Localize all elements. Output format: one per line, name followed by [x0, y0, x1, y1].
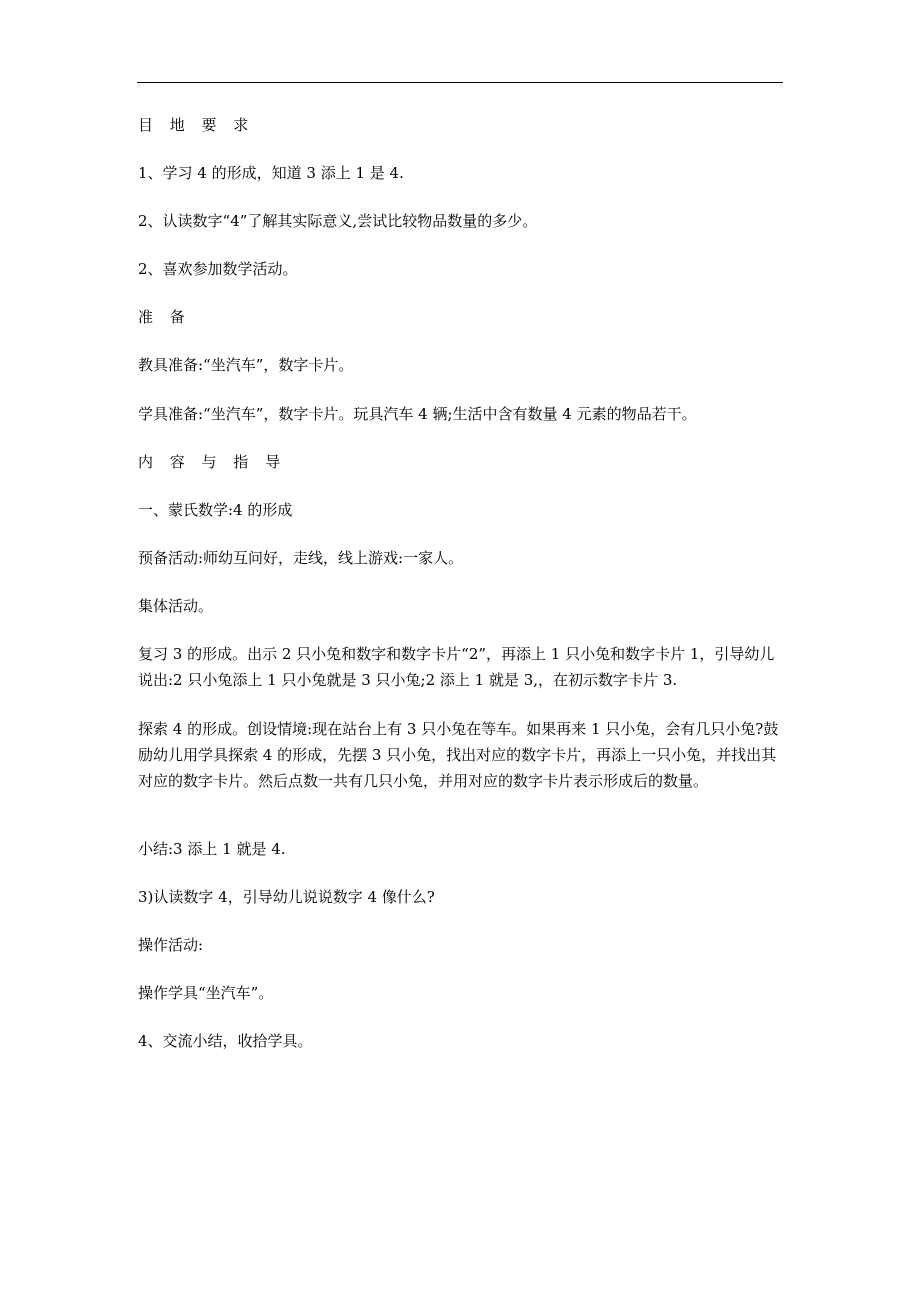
- paragraph: 探索 4 的形成。创设情境:现在站台上有 3 只小兔在等车。如果再来 1 只小兔，会有几只小兔?鼓励幼儿用学具探索 4 的形成，先摆 3 只小兔，找出对应的数字卡片，再添上一只小兔，并找出其对应的数字卡片。然后点数一共有几只小兔，并用对应的数字卡片表示形成后的数量。: [138, 720, 779, 790]
- paragraph: 集体活动。: [138, 597, 214, 615]
- paragraph: 3)认读数字 4，引导幼儿说说数字 4 像什么?: [138, 888, 435, 906]
- paragraph: 复习 3 的形成。出示 2 只小兔和数字和数字卡片“2”，再添上 1 只小兔和数字卡片 1，引导幼儿说出:2 只小兔添上 1 只小兔就是 3 只小兔;2 添上 1 就是 3,，在初示数字卡片 3.: [138, 645, 775, 689]
- paragraph: 操作学具“坐汽车”。: [138, 984, 274, 1002]
- paragraph: 4、交流小结，收拾学具。: [138, 1032, 313, 1050]
- paragraph: 1、学习 4 的形成，知道 3 添上 1 是 4.: [138, 164, 404, 182]
- paragraph: 教具准备:“坐汽车”，数字卡片。: [138, 356, 354, 374]
- paragraph: 2、认读数字“4”了解其实际意义,尝试比较物品数量的多少。: [138, 212, 538, 230]
- paragraph: 小结:3 添上 1 就是 4.: [138, 840, 286, 858]
- paragraph: 预备活动:师幼互问好，走线，线上游戏:一家人。: [138, 549, 464, 567]
- heading-content: 内 容 与 指 导: [138, 453, 287, 471]
- heading-preparation: 准 备: [138, 308, 191, 326]
- paragraph: 学具准备:“坐汽车”，数字卡片。玩具汽车 4 辆;生活中含有数量 4 元素的物品若干。: [138, 405, 697, 423]
- paragraph: 操作活动:: [138, 936, 204, 954]
- heading-goals: 目 地 要 求: [138, 116, 255, 134]
- paragraph: 2、喜欢参加数学活动。: [138, 260, 298, 278]
- header-rule: [137, 82, 783, 83]
- paragraph: 一、蒙氏数学:4 的形成: [138, 501, 293, 519]
